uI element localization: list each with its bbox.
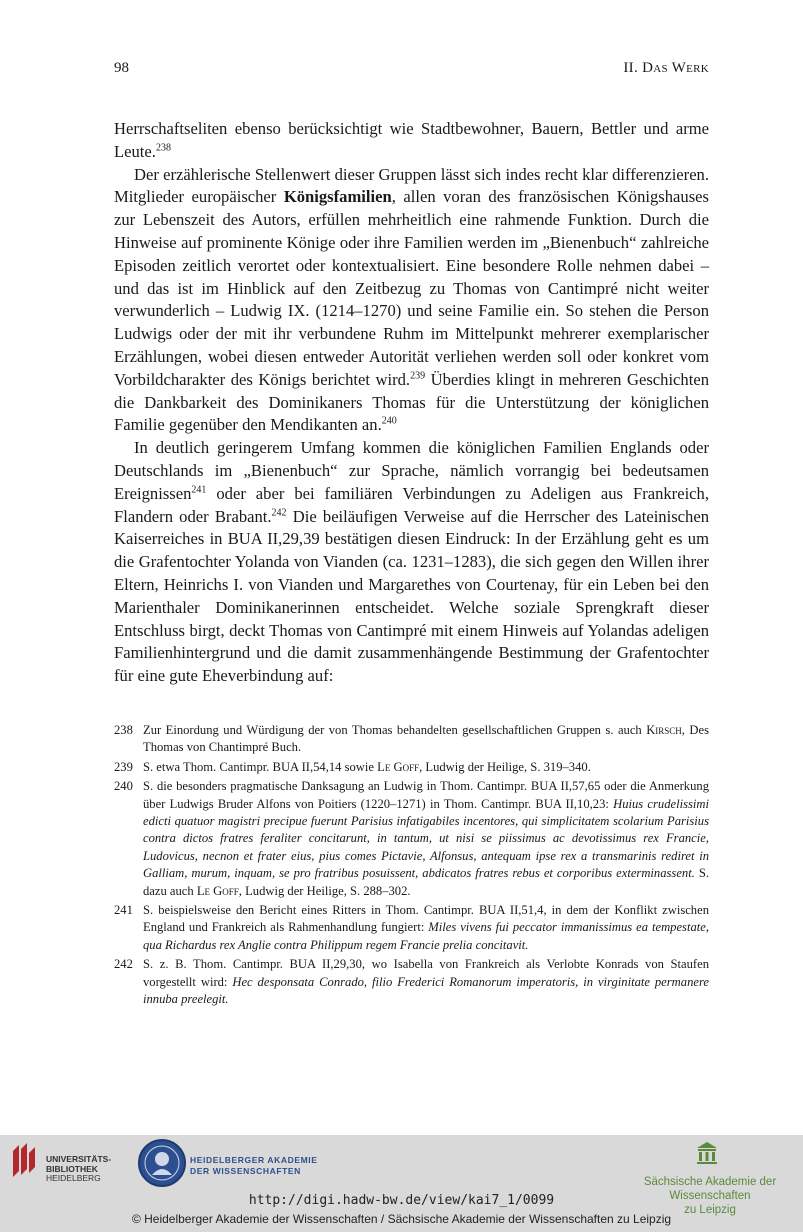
footnote-number: 239 [114,759,133,774]
text-span: S. etwa Thom. Cantimpr. BUA II,54,14 sowie [143,759,378,774]
ub-line: BIBLIOTHEK [46,1163,98,1174]
footnote-241 [114,902,709,954]
text-span: S. z. B. Thom. Cantimpr. BUA II,29,30, wo Isabella von Frankreich als Verlobte Konrads von Staufen vorgestellt wird: [143,957,709,989]
saw-line: zu Leipzig [684,1204,736,1216]
footnote-ref-240[interactable]: 240 [381,415,397,427]
footnote-number: 238 [114,723,133,737]
text-span: oder aber bei familiären Verbindungen zu Adeligen aus Frankreich, Flandern oder Brabant. [114,483,709,526]
academy-seal-icon [138,1139,186,1187]
saw-leipzig-logo[interactable] [620,1141,800,1216]
main-text [114,118,709,688]
text-span: Die beiläufigen Verweise auf die Herrscher des Lateinischen Kaiserreiches in BUA II,29,39 bestätigen diesen Eindruck: In der Erzählung geht es um die Grafentochter Yolanda von Vianden (ca. 1231–1283), die sich gegen den Willen ihrer Eltern, Heinrichs I. von Vianden und Margarethes von Courtenay, für ein Leben bei den Marienthaler Dominikanerinnen entscheidet. Welche soziale Sprengkraft dieser Entschluss birgt, deckt Thomas von Cantimpré mit einem Hinweis auf Yolandas adeligen Familienhintergrund und die damit zusammenhängende Bestimmung der Grafentochter für eine gute Eheverbindung auf: [114,506,709,686]
hadw-logo[interactable] [138,1139,338,1189]
text-span: Der erzählerische Stellenwert dieser Gruppen lässt sich indes recht klar differenzieren. Mitglieder europäischer [114,164,709,207]
copyright-notice: © Heidelberger Akademie der Wissenschaften / Sächsische Akademie der Wissenschaften zu Leipzig [131,1212,672,1226]
page-number: 98 [114,60,129,76]
footnote-text [143,759,709,776]
footnote-text [143,722,709,757]
building-icon [696,1141,718,1165]
footnote-ref-241[interactable]: 241 [191,484,207,496]
paragraph-3 [114,437,709,688]
hadw-logo-text [190,1155,318,1176]
author-name: Le Goff [196,883,239,898]
author-name: Le Goff [377,759,420,774]
ub-emblem-icon [10,1141,40,1181]
footnote-239 [114,759,709,776]
footnote-text [143,956,709,1008]
footnote-text [143,778,709,900]
latin-quote: Miles vivens fui peccator immanissimus ea tempestate, qua Richardus rex Anglie contra Philippum regem Francie prelia concitavit. [143,920,709,952]
text-span: Zur Einordung und Würdigung der von Thomas behandelten gesellschaftlichen Gruppen s. auch [143,723,647,737]
footnote-number: 240 [114,779,133,794]
hadw-line: HEIDELBERGER AKADEMIE [190,1155,318,1165]
latin-quote: Huius crudelissimi edicti quatuor magistri precipue fuerunt Parisius infatigabiles incentores, qui simplicitatem scolarium Parisius contra dictos fratres feraliter concitarunt, in tantum, ut nisi se piissimus ac devotissimus rex Francie, Ludovicus, necnon et frater eius, pius comes Pictavie, Alfonsus, antequam ipse rex a transmarinis rediret in Galliam, murum, inquam, se pro fratribus posuissent, abdicatos fratres rebus et corporibus exterminassent. [143,796,709,881]
footnotes [114,722,709,1011]
footnote-238 [114,722,709,757]
text-span: , Ludwig der Heilige, S. 319–340. [419,759,591,774]
permalink[interactable]: http://digi.hadw-bw.de/view/kai7_1/0099 [248,1193,555,1208]
footnote-240 [114,778,709,900]
footnote-242 [114,956,709,1008]
author-name: Kirsch [646,723,682,737]
paragraph-2 [114,164,709,438]
ub-line: HEIDELBERG [46,1173,101,1183]
ub-heidelberg-logo[interactable] [10,1141,120,1185]
footnote-ref-242[interactable]: 242 [271,507,287,519]
text-span: , Des Thomas von Chantimpré Buch. [143,723,709,755]
latin-quote: Hec desponsata Conrado, filio Frederici Romanorum imperatoris, in virginitate permanere innuba preelegit. [143,974,709,1007]
footnote-ref-238[interactable]: 238 [155,142,171,154]
footnote-ref-239[interactable]: 239 [410,370,426,382]
text-span: In deutlich geringerem Umfang kommen die königlichen Familien Englands oder Deutschlands im „Bienenbuch“ zur Sprache, nämlich vorrangig bei bedeutsamen Ereignissen [114,438,709,503]
text-span: , allen voran des französischen Königshauses zur Lebenszeit des Autors, erfüllen mehrheitlich eine rahmende Funktion. Durch die Hinweise auf prominente Könige oder ihre Familien werden im „Bienenbuch“ zahlreiche Episoden zeitlich verortet oder kontextualisiert. Eine besondere Rolle nehmen dabei – und das ist im Hinblick auf den Zeitbezug zu Thomas von Cantimpré nicht weiter verwunderlich – Ludwig IX. (1214–1270) und seine Familie ein. So stehen die Person Ludwigs oder der mit ihr verbundene Ruhm im Mittelpunkt mehrerer exemplarischer Erzählungen, wobei diesen entweder Autorität verliehen werden soll oder konkret vom Vorbildcharakter des Königs berichtet wird. [114,187,709,389]
text-span: S. dazu auch [143,866,709,898]
hadw-line: DER WISSENSCHAFTEN [190,1165,301,1176]
footnote-number: 242 [114,957,133,972]
text-span: Herrschaftseliten ebenso berücksichtigt wie Stadtbewohner, Bauern, Bettler und arme Leute. [114,119,709,161]
ub-logo-text [46,1155,111,1184]
bold-term: Königsfamilien [283,187,392,207]
running-head: II. Das Werk [623,60,709,76]
paragraph-1 [114,118,709,164]
footnote-text [143,902,709,954]
text-span: S. beispielsweise den Bericht eines Ritters in Thom. Cantimpr. BUA II,51,4, in dem der Konflikt zwischen England und Frankreich als Rahmenhandlung fungiert: [143,903,709,935]
ub-line: UNIVERSITÄTS- [46,1154,112,1164]
text-span: S. die besonders pragmatische Danksagung an Ludwig in Thom. Cantimpr. BUA II,57,65 oder die Anmerkung über Ludwigs Bruder Alfons von Poitiers (1220–1271) in Thom. Cantimpr. BUA II,10,23: [143,779,709,811]
saw-line: Sächsische Akademie der Wissenschaften [643,1176,777,1202]
text-span: Überdies klingt in mehreren Geschichten die Dankbarkeit des Dominikaners Thomas für die Unterstützung der königlichen Familie gegenüber den Mendikanten an. [114,369,709,435]
footnote-number: 241 [114,903,133,918]
text-span: , Ludwig der Heilige, S. 288–302. [238,883,411,898]
